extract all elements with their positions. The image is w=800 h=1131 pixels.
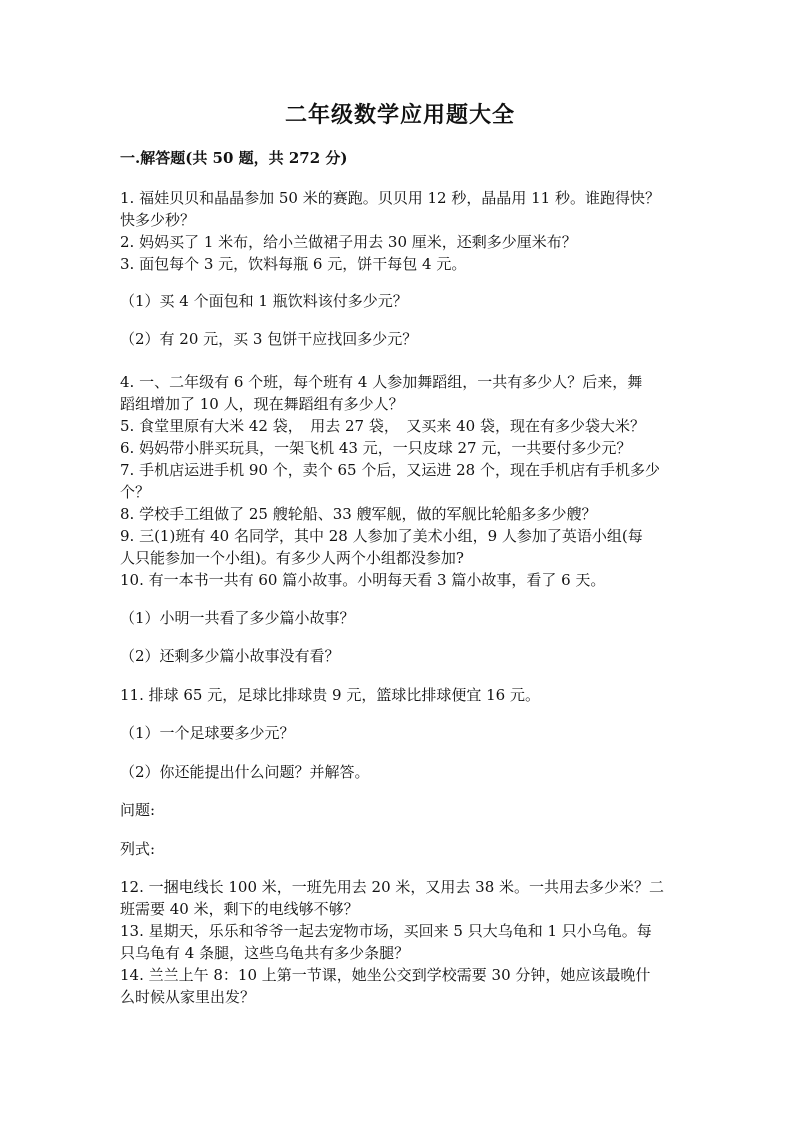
question-11-problem-label: 问题:: [120, 801, 156, 819]
question-11-sub-1: （1）一个足球要多少元？: [120, 724, 295, 742]
question-3: 3. 面包每个 3 元，饮料每瓶 6 元，饼干每包 4 元。: [120, 255, 467, 273]
question-10-sub-1: （1）小明一共看了多少篇小故事？: [120, 609, 355, 627]
question-4-line-2: 蹈组增加了 10 人，现在舞蹈组有多少人？: [120, 395, 404, 413]
question-8: 8. 学校手工组做了 25 艘轮船、33 艘军舰，做的军舰比轮船多多少艘？: [120, 505, 597, 523]
section-heading: 一.解答题(共 50 题，共 272 分): [120, 149, 348, 167]
question-9-line-2: 人只能参加一个小组)。有多少人两个小组都没参加?: [120, 549, 464, 567]
question-12-line-1: 12. 一捆电线长 100 米，一班先用去 20 米，又用去 38 米。一共用去多少米？二: [120, 878, 665, 896]
question-4-line-1: 4. 一、二年级有 6 个班，每个班有 4 人参加舞蹈组，一共有多少人？后来，舞: [120, 373, 643, 391]
question-7-line-2: 个？: [120, 483, 151, 501]
question-2: 2. 妈妈买了 1 米布，给小兰做裙子用去 30 厘米，还剩多少厘米布？: [120, 233, 577, 251]
question-1-line-2: 快多少秒？: [120, 211, 196, 229]
question-10-sub-2: （2）还剩多少篇小故事没有看？: [120, 647, 340, 665]
question-1-line-1: 1. 福娃贝贝和晶晶参加 50 米的赛跑。贝贝用 12 秒，晶晶用 11 秒。谁跑得快？: [120, 189, 660, 207]
question-5: 5. 食堂里原有大米 42 袋， 用去 27 袋， 又买来 40 袋，现在有多少袋大米？: [120, 417, 645, 435]
question-14-line-2: 么时候从家里出发？: [120, 988, 256, 1006]
question-11-sub-2: （2）你还能提出什么问题？并解答。: [120, 763, 370, 781]
question-13-line-1: 13. 星期天，乐乐和爷爷一起去宠物市场，买回来 5 只大乌龟和 1 只小乌龟。每: [120, 922, 652, 940]
question-6: 6. 妈妈带小胖买玩具，一架飞机 43 元，一只皮球 27 元，一共要付多少元？: [120, 439, 632, 457]
question-11: 11. 排球 65 元，足球比排球贵 9 元，篮球比排球便宜 16 元。: [120, 686, 540, 704]
question-7-line-1: 7. 手机店运进手机 90 个，卖个 65 个后，又运进 28 个，现在手机店有手机多少: [120, 461, 660, 479]
question-13-line-2: 只乌龟有 4 条腿，这些乌龟共有多少条腿？: [120, 944, 410, 962]
question-3-sub-1: （1）买 4 个面包和 1 瓶饮料该付多少元？: [120, 292, 408, 310]
question-9-line-1: 9. 三(1)班有 40 名同学，其中 28 人参加了美术小组，9 人参加了英语小组(每: [120, 527, 643, 545]
question-10: 10. 有一本书一共有 60 篇小故事。小明每天看 3 篇小故事，看了 6 天。: [120, 571, 606, 589]
page-title: 二年级数学应用题大全: [284, 102, 515, 128]
question-14-line-1: 14. 兰兰上午 8：10 上第一节课，她坐公交到学校需要 30 分钟，她应该最晚什: [120, 966, 651, 984]
question-11-formula-label: 列式:: [120, 840, 156, 858]
question-12-line-2: 班需要 40 米，剩下的电线够不够？: [120, 900, 359, 918]
question-3-sub-2: （2）有 20 元，买 3 包饼干应找回多少元？: [120, 330, 418, 348]
